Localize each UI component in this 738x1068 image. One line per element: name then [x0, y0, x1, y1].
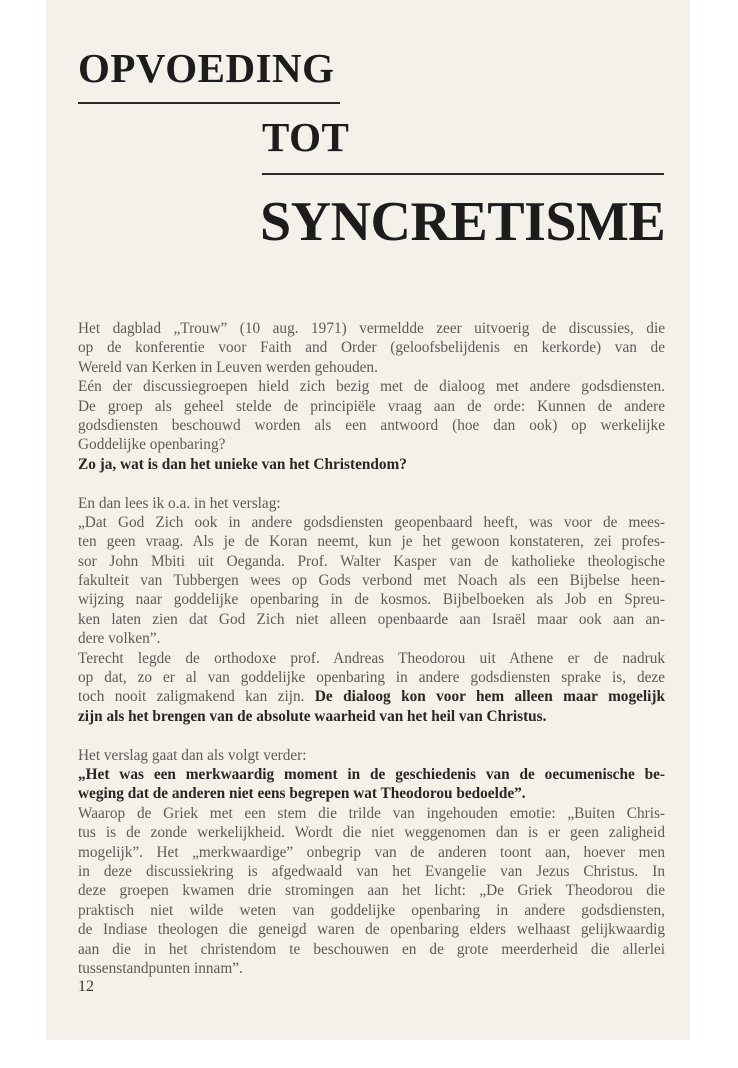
- page-number: 12: [78, 978, 94, 995]
- regular-text: En dan lees ik o.a. in het verslag:: [78, 494, 281, 512]
- title-line-syncretisme: SYNCRETISME: [260, 191, 666, 253]
- regular-text: praktisch niet wilde weten van goddelijke openbaring in andere godsdiensten,: [78, 901, 665, 919]
- text-line: [78, 494, 665, 513]
- regular-text: Eén der discussiegroepen hield zich bezig met de dialoog met andere godsdiensten.: [78, 378, 665, 396]
- text-line: [78, 901, 665, 920]
- text-line: [78, 358, 665, 377]
- regular-text: in deze discussiekring is afgedwaald van het Evangelie van Jezus Christus. In: [78, 862, 665, 880]
- bold-text: zijn als het brengen van de absolute waarheid van het heil van Christus.: [78, 707, 547, 725]
- regular-text: „Dat God Zich ook in andere godsdiensten geopenbaard heeft, was voor de mees-: [78, 513, 665, 531]
- text-line: [78, 668, 665, 687]
- title-line-opvoeding: OPVOEDING: [78, 45, 335, 91]
- bold-text: Zo ja, wat is dan het unieke van het Christendom?: [78, 455, 407, 473]
- text-line: [78, 610, 665, 629]
- text-line: [78, 784, 665, 803]
- text-line: [78, 765, 665, 784]
- regular-text: De groep als geheel stelde de principiële vraag aan de orde: Kunnen de andere: [78, 397, 665, 415]
- regular-text: Waarop de Griek met een stem die trilde van ingehouden emotie: „Buiten Chris-: [78, 804, 665, 822]
- text-line: [78, 435, 665, 454]
- text-line: [78, 687, 665, 706]
- text-line: [78, 377, 665, 396]
- regular-text: Het verslag gaat dan als volgt verder:: [78, 746, 307, 764]
- regular-text: op dat, zo er al van goddelijke openbaring in andere godsdiensten sprake is, deze: [78, 669, 665, 687]
- regular-text: Wereld van Kerken in Leuven werden gehouden.: [78, 358, 378, 376]
- text-line: [78, 629, 665, 648]
- regular-text: tus is de zonde werkelijkheid. Wordt die niet weggenomen dan is er geen zaligheid: [78, 824, 665, 842]
- text-line: [78, 881, 665, 900]
- regular-text: ken laten zien dat God Zich niet alleen openbaarde aan Israël maar ook aan an-: [78, 610, 665, 628]
- regular-text: ten geen vraag. Als je de Koran neemt, kun je het gewoon konstateren, zei profes-: [78, 533, 665, 551]
- title-rule-1: [78, 102, 340, 104]
- regular-text: op de konferentie voor Faith and Order (geloofsbelijdenis en kerkorde) van de: [78, 339, 665, 357]
- text-line: [78, 571, 665, 590]
- regular-text: mogelijk”. Het „merkwaardige” onbegrip van de anderen toont aan, hoever men: [78, 843, 665, 861]
- text-line: [78, 552, 665, 571]
- regular-text: Goddelijke openbaring?: [78, 436, 226, 454]
- text-line: [78, 862, 665, 881]
- text-line: [78, 319, 665, 338]
- regular-text: toch nooit zaligmakend kan zijn.: [78, 688, 315, 706]
- title-line-tot: TOT: [262, 114, 350, 160]
- text-line: [78, 823, 665, 842]
- regular-text: Terecht legde de orthodoxe prof. Andreas Theodorou uit Athene er de nadruk: [78, 649, 665, 667]
- text-line: [78, 804, 665, 823]
- text-line: [78, 746, 665, 765]
- blank-line: [78, 726, 665, 745]
- blank-line: [78, 474, 665, 493]
- text-line: [78, 940, 665, 959]
- text-line: [78, 959, 665, 978]
- regular-text: dere volken”.: [78, 630, 161, 648]
- text-line: [78, 590, 665, 609]
- bold-text: „Het was een merkwaardig moment in de geschiedenis van de oecumenische be-: [78, 765, 665, 783]
- text-line: [78, 513, 665, 532]
- regular-text: Het dagblad „Trouw” (10 aug. 1971) vermeldde zeer uitvoerig de discussies, die: [78, 320, 665, 337]
- regular-text: wijzing naar goddelijke openbaring in de kosmos. Bijbelboeken als Job en Spreu-: [78, 591, 665, 609]
- regular-text: tussenstandpunten innam”.: [78, 959, 243, 977]
- text-line: [78, 338, 665, 357]
- text-line: [78, 532, 665, 551]
- text-line: [78, 455, 665, 474]
- text-line: [78, 649, 665, 668]
- regular-text: godsdiensten beschouwd worden als een antwoord (hoe dan ook) op werkelijke: [78, 416, 665, 434]
- title-rule-2: [262, 173, 664, 175]
- text-line: [78, 707, 665, 726]
- regular-text: deze groepen kwamen drie stromingen aan het licht: „De Griek Theodorou die: [78, 882, 665, 900]
- text-line: [78, 843, 665, 862]
- bold-text: weging dat de anderen niet eens begrepen wat Theodorou bedoelde”.: [78, 785, 526, 803]
- regular-text: de Indiase theologen die geneigd waren de openbaring elders welhaast gelijkwaardig: [78, 921, 665, 939]
- text-line: [78, 397, 665, 416]
- text-line: [78, 416, 665, 435]
- regular-text: fakulteit van Tubbergen wees op Gods verbond met Noach als een Bijbelse heen-: [78, 572, 665, 590]
- regular-text: aan die in het christendom te beschouwen en de grote meerderheid die allerlei: [78, 940, 665, 958]
- bold-text: De dialoog kon voor hem alleen maar mogelijk: [314, 688, 665, 706]
- text-line: [78, 920, 665, 939]
- article-body: [78, 319, 665, 978]
- regular-text: sor John Mbiti uit Oeganda. Prof. Walter Kasper van de katholieke theologische: [78, 552, 665, 570]
